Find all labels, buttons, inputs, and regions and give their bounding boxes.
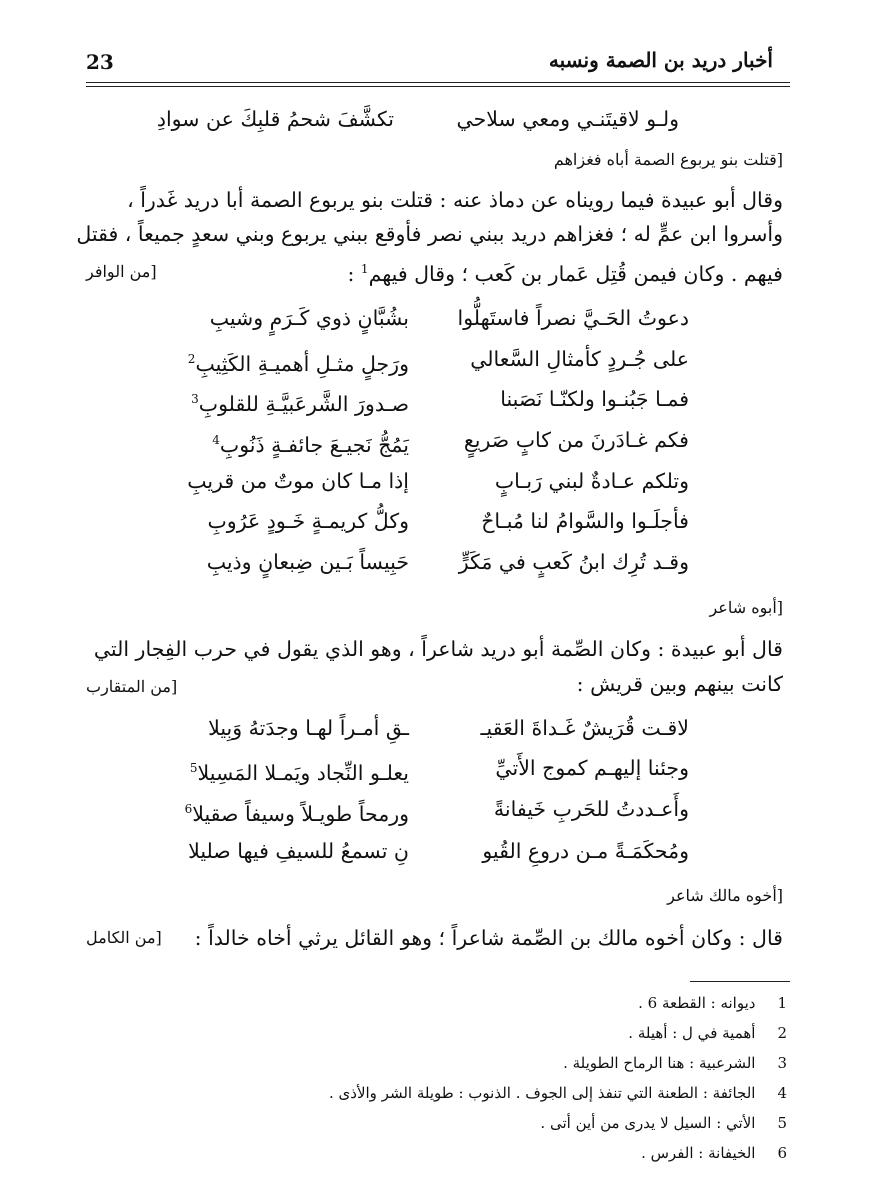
section3-line-1: قال : وكان أخوه مالك بن الصِّمة شاعراً ؛ وهو القائل يرثي أخاه خالداً : <box>194 926 783 950</box>
footnote-5-text: الأتي : السيل لا يدرى من أين أتى . <box>540 1114 756 1132</box>
poem1-verse-4-right: فكم غـادَرنَ من كابٍ صَريعٍ <box>463 428 689 452</box>
section1-line-3 <box>347 253 783 290</box>
section-title-2: [أبوه شاعر <box>709 598 783 617</box>
poem1-verse-5-left: إذا مـا كان موتٌ من قريبِ <box>187 469 409 493</box>
running-title: أخبار دريد بن الصمة ونسبه <box>548 48 773 72</box>
footnote-2-text: أهمية في ل : أهيلة . <box>628 1024 756 1042</box>
poem1-verse-2-left <box>188 343 409 380</box>
footnote-ref-4: 4 <box>212 433 220 447</box>
poem1-verse-2-left-text: ورَجلٍ مثـلِ أهميـةِ الكَثِيبِ <box>195 351 409 376</box>
poem1-verse-3-left <box>191 383 409 420</box>
poem1-verse-1-right: دعوتُ الحَـيَّ نصراً فاستَهلُّوا <box>457 306 689 330</box>
meter-label-3: [من الكامل <box>86 928 162 947</box>
poem1-verse-6-right: فأجلَـوا والسَّوامُ لنا مُبـاحٌ <box>481 509 689 533</box>
footnote-3 <box>563 1054 787 1072</box>
footnote-rule <box>690 981 790 982</box>
section-title-3: [أخوه مالك شاعر <box>667 886 783 905</box>
poem2-verse-3-left <box>185 793 409 830</box>
poem1-verse-7-left: حَبِيساً بَـين ضِبعانٍ وذيبِ <box>206 550 409 574</box>
footnote-ref-1: 1 <box>360 262 369 276</box>
header-rule-2 <box>86 86 790 87</box>
poem2-verse-4-left: نِ تسمعُ للسيفِ فيها صليلا <box>188 839 409 863</box>
poem1-verse-2-right: على جُـردٍ كأمثالِ السَّعالي <box>470 347 689 371</box>
poem2-verse-2-left <box>190 752 409 789</box>
footnote-3-text: الشرعبية : هنا الرماح الطويلة . <box>563 1054 756 1072</box>
poem1-verse-4-left <box>212 424 409 461</box>
poem2-verse-3-right: وأَعـددتُ للحَربِ خَيفانةً <box>493 797 689 821</box>
footnote-1-text: ديوانه : القطعة 6 . <box>638 994 756 1012</box>
meter-label-1: [من الوافر <box>86 262 157 281</box>
section1-line-2: وأسروا ابن عمٍّ له ؛ فغزاهم دريد ببني نصر فأوقع ببني يربوع وبني سعدٍ جميعاً ، فقتل <box>76 222 783 246</box>
section1-line-3-end: : <box>347 261 361 286</box>
section2-line-1: قال أبو عبيدة : وكان الصِّمة أبو دريد شاعراً ، وهو الذي يقول في حرب الفِجار التي <box>93 637 783 661</box>
poem2-verse-2-right: وجئنا إليهـم كموج الأَتيِّ <box>495 756 689 780</box>
opening-verse-right: ولـو لاقيتَنـي ومعي سلاحي <box>456 107 679 131</box>
poem1-verse-4-left-text: يَمُجُّ نَجيـعَ جائفـةٍ ذَنُوبِ <box>219 432 409 457</box>
poem2-verse-4-right: ومُحكَمَـةً مـن دروعِ القُيو <box>482 839 689 863</box>
poem2-verse-2-left-text: يعلـو النِّجاد ويَمـلا المَسِيلا <box>197 760 409 785</box>
footnote-5 <box>540 1114 787 1132</box>
poem1-verse-3-right: فمـا جَبُنـوا ولكنّـا نَصَبنا <box>500 387 689 411</box>
poem1-verse-7-right: وقـد تُرِك ابنُ كَعبٍ في مَكَرٍّ <box>458 550 689 574</box>
poem1-verse-6-left: وكلُّ كريمـةٍ خَـودٍ عَرُوبِ <box>207 509 409 533</box>
footnote-6-number: 6 <box>777 1144 787 1162</box>
poem1-verse-5-right: وتلكم عـادةٌ لبني رَبـابٍ <box>494 469 689 493</box>
footnote-4 <box>329 1084 787 1102</box>
section1-line-1-text: وقال أبو عبيدة فيما رويناه عن دماذ عنه : قتلت بنو يربوع الصمة أبا دريد غَدراً ، <box>127 188 783 212</box>
poem2-verse-1-left: ـقِ أمـراً لهـا وجدَتهُ وَبِيلا <box>208 716 409 740</box>
section1-line-3-text: فيهم . وكان فيمن قُتِل عَمار بن كَعب ؛ وقال فيهم <box>368 261 783 286</box>
footnote-ref-6: 6 <box>184 802 193 816</box>
footnote-ref-5: 5 <box>189 761 198 775</box>
page-number: 23 <box>86 50 114 74</box>
header-rule <box>86 82 790 83</box>
poem1-verse-1-left: بشُبَّانٍ ذوي كَـرَمٍ وشيبِ <box>209 306 409 330</box>
footnote-4-number: 4 <box>777 1084 787 1102</box>
footnote-2-number: 2 <box>777 1024 787 1042</box>
footnote-1 <box>638 994 787 1012</box>
footnote-ref-2: 2 <box>187 352 196 366</box>
poem2-verse-1-right: لاقـت قُرَيشٌ غَـداةَ العَقيـ <box>480 716 689 740</box>
footnote-3-number: 3 <box>777 1054 787 1072</box>
section2-line-2: كانت بينهم وبين قريش : <box>576 672 783 696</box>
footnote-6-text: الخيفانة : الفرس . <box>641 1144 756 1162</box>
poem1-verse-3-left-text: صـدورَ الشَّرعَبيَّـةِ للقلوبِ <box>198 391 409 416</box>
section-title-1: [قتلت بنو يربوع الصمة أباه فغزاهم <box>553 150 783 169</box>
footnote-4-text: الجائفة : الطعنة التي تنفذ إلى الجوف . الذنوب : طويلة الشر والأذى . <box>328 1084 756 1102</box>
footnote-2 <box>628 1024 787 1042</box>
footnote-ref-3: 3 <box>191 392 199 406</box>
meter-label-2: [من المتقارب <box>86 677 178 696</box>
poem2-verse-3-left-text: ورمحاً طويـلاً وسيفاً صقيلا <box>192 801 409 826</box>
footnote-1-number: 1 <box>777 994 787 1012</box>
footnote-6 <box>641 1144 787 1162</box>
opening-verse-left: تكشَّفَ شحمُ قلبِكَ عن سوادِ <box>156 107 394 131</box>
section1-line-1 <box>127 184 783 216</box>
footnote-5-number: 5 <box>777 1114 787 1132</box>
